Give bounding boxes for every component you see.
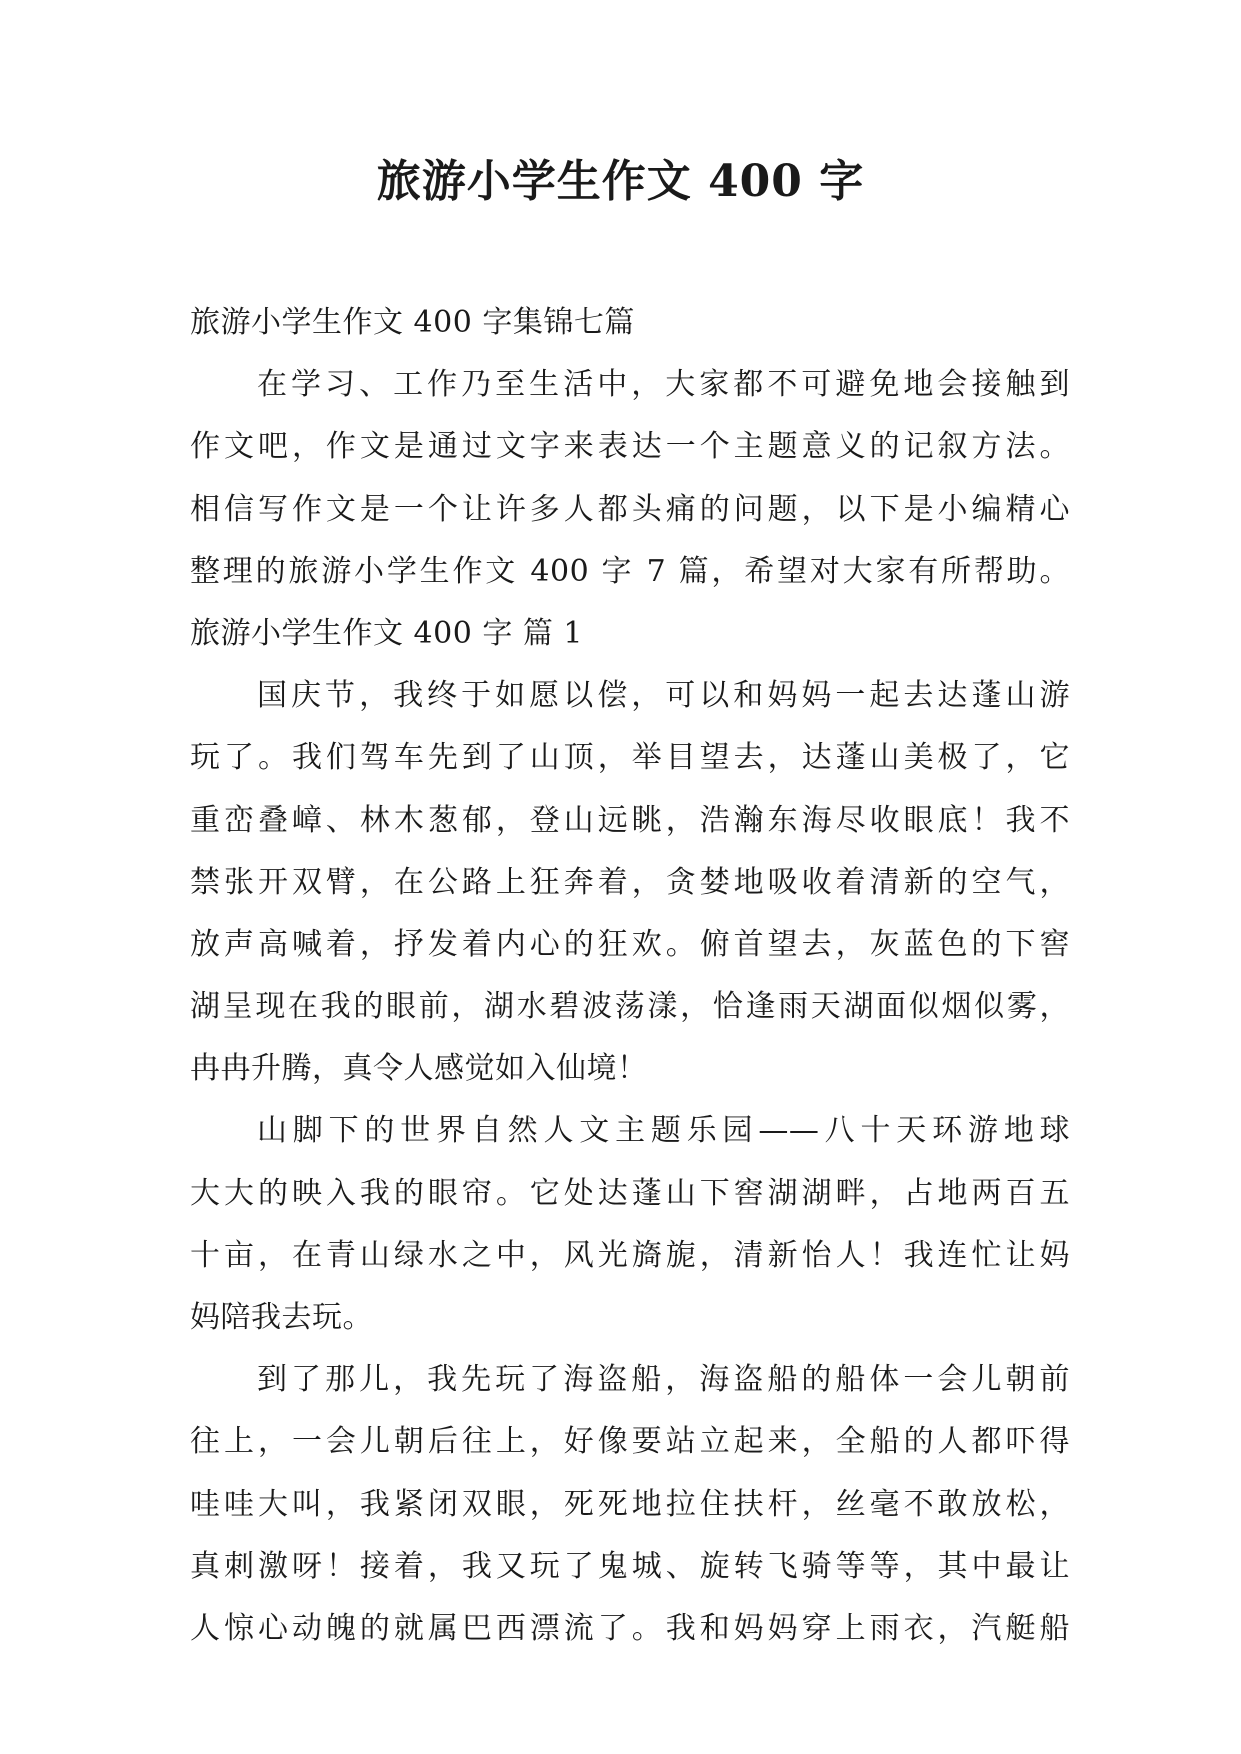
text-line: 大大的映入我的眼帘。它处达蓬山下窖湖湖畔，占地两百五 — [190, 1175, 1070, 1211]
document-title: 旅游小学生作文 400 字 — [376, 156, 865, 207]
text-line: 玩了。我们驾车先到了山顶，举目望去，达蓬山美极了，它 — [190, 740, 1070, 776]
text-line: 湖呈现在我的眼前，湖水碧波荡漾，恰逢雨天湖面似烟似雾， — [190, 989, 1070, 1025]
text-line: 放声高喊着，抒发着内心的狂欢。俯首望去，灰蓝色的下窖 — [190, 926, 1070, 962]
text-line: 相信写作文是一个让许多人都头痛的问题，以下是小编精心 — [190, 491, 1070, 527]
text-line: 哇哇大叫，我紧闭双眼，死死地拉住扶杆，丝毫不敢放松， — [190, 1486, 1070, 1522]
text-line: 禁张开双臂，在公路上狂奔着，贪婪地吸收着清新的空气， — [190, 864, 1070, 900]
text-line: 山脚下的世界自然人文主题乐园——八十天环游地球 — [257, 1113, 1070, 1149]
text-line: 往上，一会儿朝后往上，好像要站立起来，全船的人都吓得 — [190, 1424, 1070, 1460]
text-line: 真刺激呀！接着，我又玩了鬼城、旋转飞骑等等，其中最让 — [190, 1548, 1070, 1584]
text-line: 十亩，在青山绿水之中，风光旖旎，清新怡人！我连忙让妈 — [190, 1237, 1070, 1273]
text-line: 到了那儿，我先玩了海盗船，海盗船的船体一会儿朝前 — [257, 1362, 1070, 1398]
text-line: 人惊心动魄的就属巴西漂流了。我和妈妈穿上雨衣，汽艇船 — [190, 1610, 1070, 1646]
text-line: 旅游小学生作文 400 字集锦七篇 — [190, 305, 635, 340]
text-line: 重峦叠嶂、林木葱郁，登山远眺，浩瀚东海尽收眼底！我不 — [190, 802, 1070, 838]
text-line: 妈陪我去玩。 — [190, 1300, 373, 1335]
text-line: 整理的旅游小学生作文 400 字 7 篇，希望对大家有所帮助。 — [190, 553, 1070, 589]
text-line: 作文吧，作文是通过文字来表达一个主题意义的记叙方法。 — [190, 429, 1070, 465]
text-line: 旅游小学生作文 400 字 篇 1 — [190, 615, 583, 651]
document-body — [190, 292, 1070, 1660]
text-line: 在学习、工作乃至生活中，大家都不可避免地会接触到 — [257, 367, 1070, 403]
text-line: 冉冉升腾，真令人感觉如入仙境！ — [190, 1051, 648, 1087]
text-line: 国庆节，我终于如愿以偿，可以和妈妈一起去达蓬山游 — [257, 678, 1070, 714]
